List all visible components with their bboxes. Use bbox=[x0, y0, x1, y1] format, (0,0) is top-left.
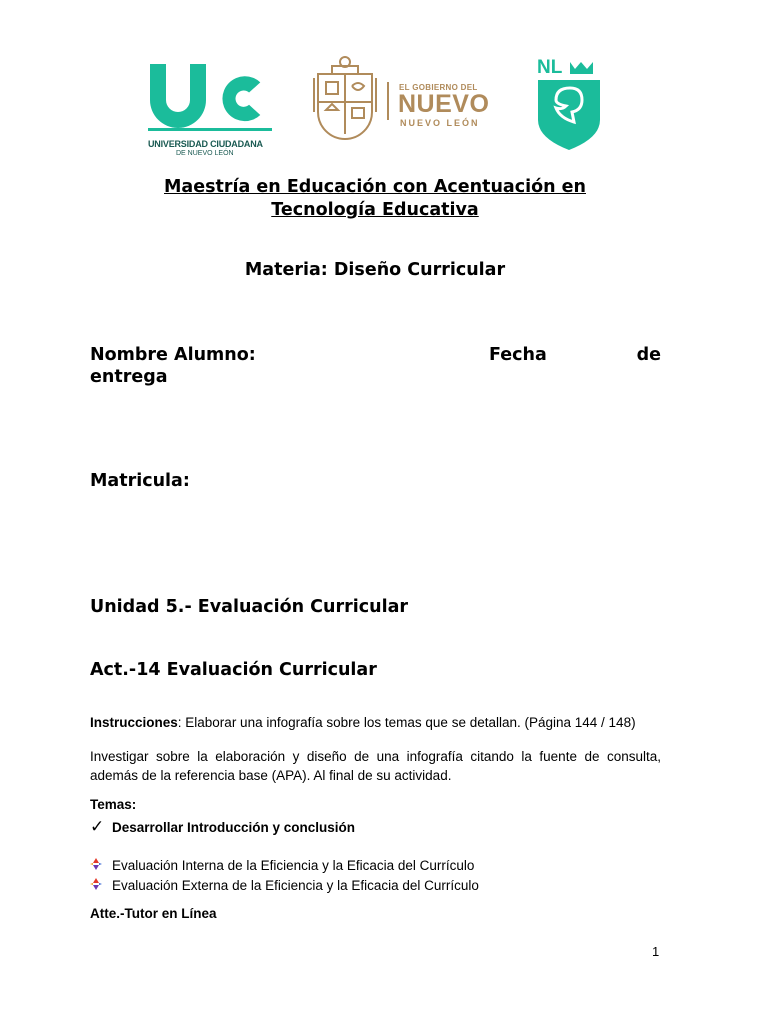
gobierno-line2: NUEVO bbox=[398, 90, 490, 118]
gobierno-line1: EL GOBIERNO DEL bbox=[399, 83, 478, 92]
student-name-row bbox=[90, 344, 661, 388]
list-item-text: Evaluación Interna de la Eficiencia y la Eficacia del Currículo bbox=[112, 857, 475, 873]
de-word: de bbox=[636, 345, 661, 365]
check-list-item bbox=[90, 817, 355, 837]
title-line2: Tecnología Educativa bbox=[271, 200, 479, 220]
list-item bbox=[90, 875, 479, 895]
program-title bbox=[90, 176, 660, 222]
gobierno-nuevo-leon-logo bbox=[312, 52, 507, 147]
list-item bbox=[90, 855, 479, 875]
nl-text: NL bbox=[537, 57, 563, 78]
header-logos bbox=[0, 52, 768, 157]
uc-name-line1: UNIVERSIDAD CIUDADANA bbox=[148, 139, 263, 149]
nl-shield-icon bbox=[534, 56, 604, 152]
nl-logo bbox=[534, 56, 604, 152]
list-item-text: Evaluación Externa de la Eficiencia y la Eficacia del Currículo bbox=[112, 877, 479, 893]
uc-letters-graphic bbox=[146, 60, 276, 140]
coat-of-arms-icon bbox=[312, 52, 378, 144]
gobierno-divider bbox=[387, 82, 389, 120]
matricula-label: Matricula: bbox=[90, 471, 190, 491]
gobierno-line3: NUEVO LEÓN bbox=[400, 118, 480, 128]
title-line1: Maestría en Educación con Acentuación en bbox=[164, 177, 586, 197]
arrow-bullet-icon bbox=[90, 858, 112, 873]
uc-name-line2: DE NUEVO LEÓN bbox=[176, 150, 234, 157]
page-number: 1 bbox=[652, 944, 660, 959]
signature-line: Atte.-Tutor en Línea bbox=[90, 906, 217, 921]
check-icon: ✓ bbox=[90, 817, 105, 837]
unidad-heading: Unidad 5.- Evaluación Curricular bbox=[90, 597, 409, 617]
materia-heading: Materia: Diseño Curricular bbox=[244, 260, 506, 280]
instructions-paragraph bbox=[90, 715, 661, 730]
temas-label: Temas: bbox=[90, 797, 137, 812]
fecha-label bbox=[489, 344, 661, 366]
investigate-paragraph: Investigar sobre la elaboración y diseño de una infografía citando la fuente de consulta, además de la referencia base (APA). Al final de su actividad. bbox=[90, 749, 661, 783]
uc-logo bbox=[146, 60, 276, 156]
entrega-word: entrega bbox=[90, 367, 168, 387]
activity-heading: Act.-14 Evaluación Curricular bbox=[90, 660, 377, 680]
topics-list bbox=[90, 855, 479, 895]
instructions-text: : Elaborar una infografía sobre los temas que se detallan. (Página 144 / 148) bbox=[177, 715, 636, 730]
nombre-label: Nombre Alumno: bbox=[90, 345, 256, 365]
fecha-word: Fecha bbox=[489, 345, 547, 365]
check-item-text: Desarrollar Introducción y conclusión bbox=[112, 819, 356, 835]
instructions-label: Instrucciones bbox=[90, 715, 178, 730]
arrow-bullet-icon bbox=[90, 878, 112, 893]
